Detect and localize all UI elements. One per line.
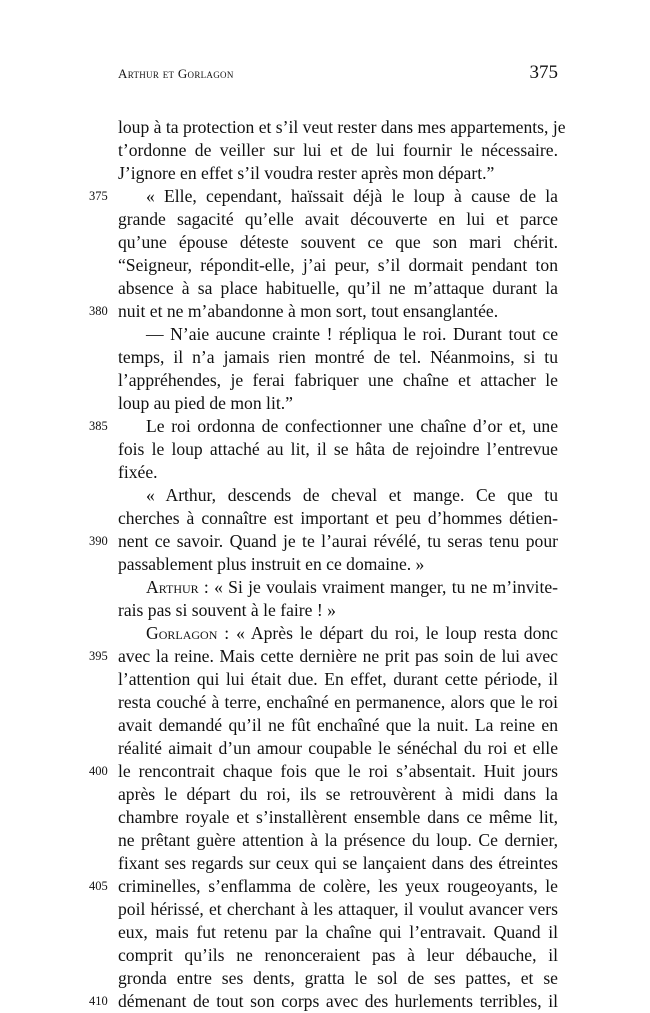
line-text: l’attention qui lui était due. En effet, durant cette période, il [118,669,558,689]
text-line [118,737,558,760]
text-line [118,668,558,691]
line-text: cherches à connaître est important et peu d’hommes détien- [118,508,558,528]
line-text: J’ignore en effet s’il voudra rester après mon départ.” [118,163,495,183]
text-line [118,898,558,921]
line-text: rais pas si souvent à le faire ! » [118,600,336,620]
text-line [118,116,566,139]
line-text: t’ordonne de veiller sur lui et de lui fournir le nécessaire. [118,140,558,160]
line-text: criminelles, s’enflamma de colère, les yeux rougeoyants, le [118,876,558,896]
line-text: poil hérissé, et cherchant à les attaquer, il voulut avancer vers [118,899,558,919]
line-number: 405 [89,879,108,893]
line-text: fixée. [118,462,158,482]
line-number: 400 [89,764,108,778]
line-number: 390 [89,534,108,548]
text-line [118,300,558,323]
speaker-name: Arthur [146,577,199,597]
text-line [118,714,558,737]
text-line [118,139,558,162]
line-text: grande sagacité qu’elle avait découverte en lui et parce [118,209,558,229]
speaker-name: Gorlagon [146,623,218,643]
text-line [118,967,558,990]
text-line [118,990,558,1013]
text-line [146,415,558,438]
text-line [118,369,558,392]
line-number: 395 [89,649,108,663]
line-text: démenant de tout son corps avec des hurlements terribles, il [118,991,558,1011]
text-line [118,208,558,231]
line-text: fixant ses regards sur ceux qui se lançaient dans des étreintes [118,853,558,873]
text-line [146,323,558,346]
text-line [118,392,558,415]
text-line [118,806,558,829]
line-text: réalité aimait d’un amour coupable le sénéchal du roi et elle [118,738,558,758]
text-line [118,829,558,852]
text-line [118,921,558,944]
text-line [118,691,558,714]
text-line [118,507,558,530]
line-number: 385 [89,419,108,433]
line-text: eux, mais fut retenu par la chaîne qui l’entravait. Quand il [118,922,558,942]
line-number: 380 [89,304,108,318]
text-line [118,231,558,254]
line-text: avec la reine. Mais cette dernière ne prit pas soin de lui avec [118,646,558,666]
text-line [146,185,558,208]
line-text: comprit qu’ils ne renonceraient pas à leur débauche, il [118,945,558,965]
line-text: « Elle, cependant, haïssait déjà le loup à cause de la [146,186,558,206]
line-text: Le roi ordonna de confectionner une chaîne d’or et, une [146,416,558,436]
text-line [118,760,558,783]
text-line [118,277,558,300]
text-line [118,438,558,461]
text-line [118,162,558,185]
text-line [118,645,558,668]
line-text: absence à sa place habituelle, qu’il ne m’attaque durant la [118,278,558,298]
line-text: gronda entre ses dents, gratta le sol de ses pattes, et se [118,968,558,988]
line-text: chambre royale et s’installèrent ensemble dans ce même lit, [118,807,558,827]
page-number: 375 [529,62,558,83]
running-head [118,62,558,84]
line-text: nuit et ne m’abandonne à mon sort, tout ensanglantée. [118,301,499,321]
line-text: après le départ du roi, ils se retrouvèrent à midi dans la [118,784,558,804]
line-text: temps, il n’a jamais rien montré de tel. Néanmoins, si tu [118,347,558,367]
line-text: : « Si je voulais vraiment manger, tu ne m’invite- [198,577,558,597]
line-text: avait demandé qu’il ne fût enchaîné que la nuit. La reine en [118,715,558,735]
line-text: “Seigneur, répondit-elle, j’ai peur, s’il dormait pendant ton [118,255,558,275]
line-text: qu’une épouse déteste souvent ce que son mari chérit. [118,232,558,252]
text-line [118,530,558,553]
text-line [118,461,558,484]
text-line [146,622,558,645]
running-title: Arthur et Gorlagon [118,66,234,81]
text-line [118,346,558,369]
text-line [118,599,558,622]
line-text: fois le loup attaché au lit, il se hâta de rejoindre l’entrevue [118,439,558,459]
line-text: l’appréhendes, je ferai fabriquer une chaîne et attacher le [118,370,558,390]
line-text: « Arthur, descends de cheval et mange. Ce que tu [146,485,558,505]
line-text: — N’aie aucune crainte ! répliqua le roi. Durant tout ce [146,324,558,344]
line-text: ne prêtant guère attention à la présence du loup. Ce dernier, [118,830,558,850]
line-text: le rencontrait chaque fois que le roi s’absentait. Huit jours [118,761,558,781]
line-text: : « Après le départ du roi, le loup resta donc [217,623,558,643]
line-text: loup à ta protection et s’il veut rester dans mes appartements, je [118,117,566,137]
text-line [118,254,558,277]
text-line [146,576,558,599]
line-text: resta couché à terre, enchaîné en permanence, alors que le roi [118,692,558,712]
text-line [118,875,558,898]
text-line [118,852,558,875]
line-number: 375 [89,189,108,203]
line-number: 410 [89,994,108,1008]
line-text: passablement plus instruit en ce domaine. » [118,554,425,574]
text-line [118,783,558,806]
line-text: nent ce savoir. Quand je te l’aurai révélé, tu seras tenu pour [118,531,558,551]
text-line [118,944,558,967]
line-text: loup au pied de mon lit.” [118,393,293,413]
text-line [146,484,558,507]
text-line [118,553,558,576]
